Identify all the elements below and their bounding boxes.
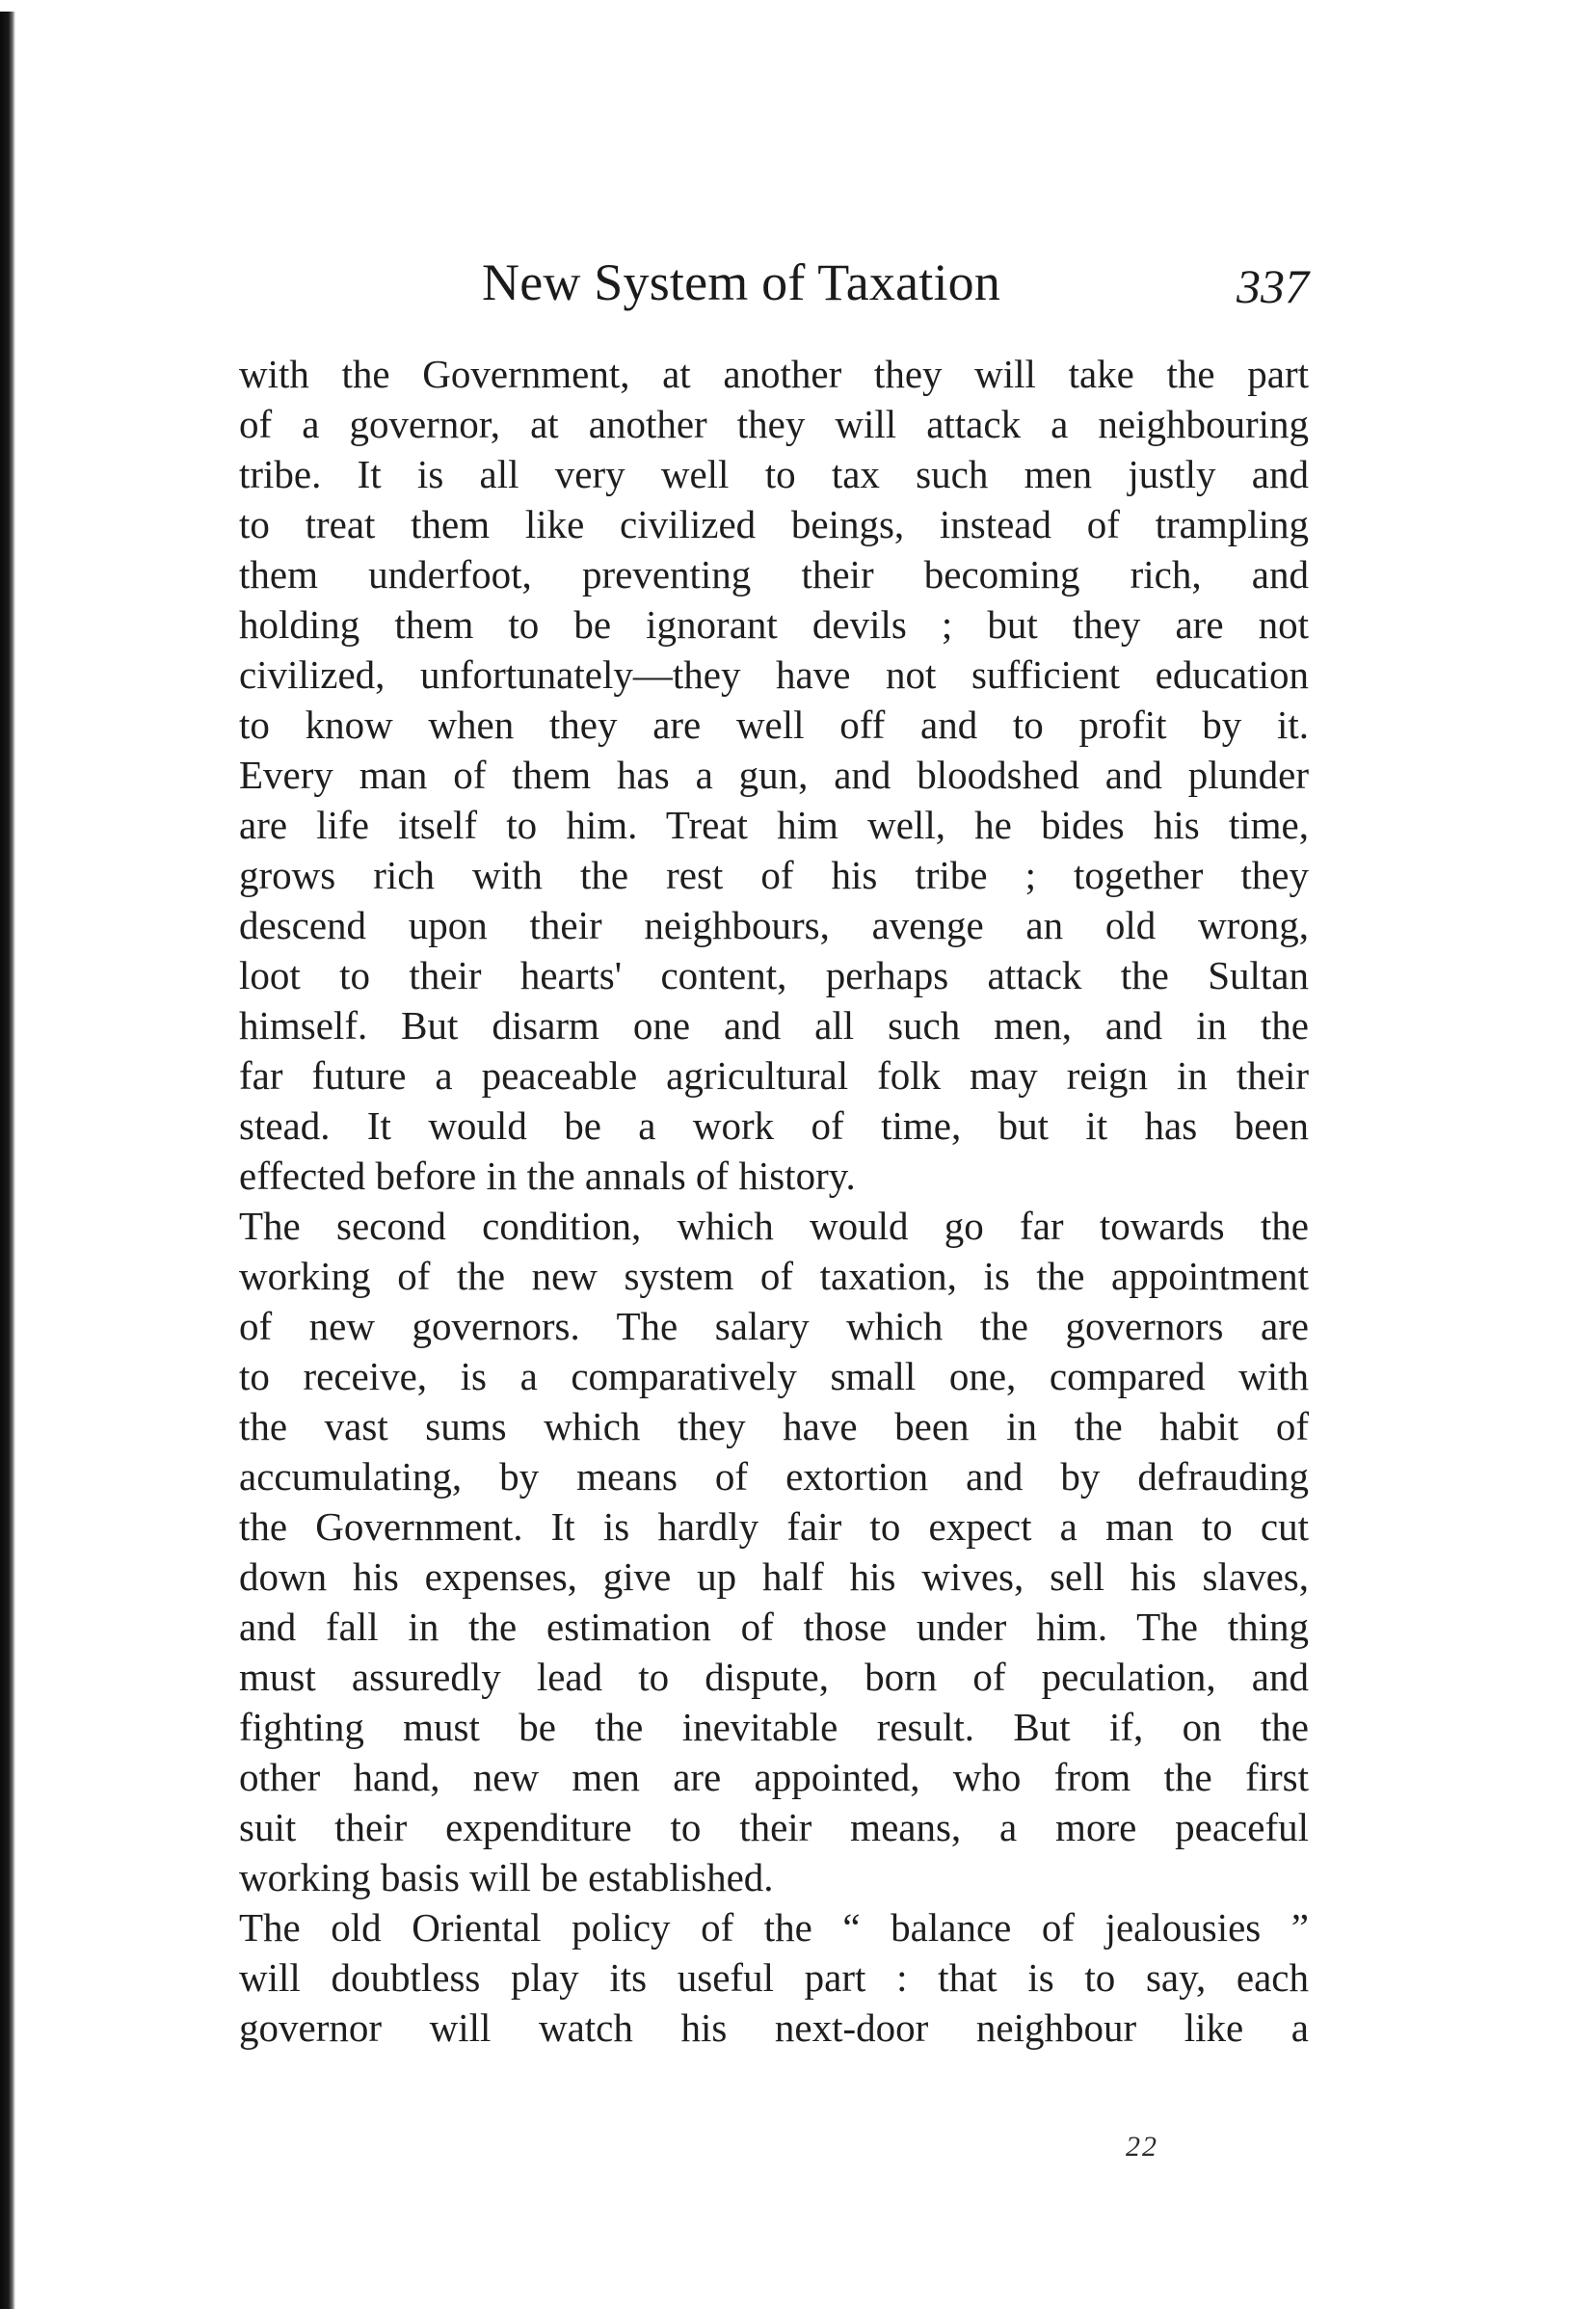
text-line: tribe. It is all very well to tax such men justly and [239, 452, 1309, 496]
body-text [239, 349, 1309, 2053]
text-line: will doubtless play its useful part : that is to say, each [239, 1955, 1309, 2000]
text-line: fighting must be the inevitable result. But if, on the [239, 1705, 1309, 1749]
text-line: working basis will be established. [239, 1855, 774, 1899]
running-title: New System of Taxation [482, 253, 1001, 311]
signature-mark: 22 [1126, 2131, 1158, 2163]
text-line: descend upon their neighbours, avenge an old wrong, [239, 903, 1309, 947]
text-line: of new governors. The salary which the governors are [239, 1304, 1309, 1348]
text-line: with the Government, at another they will take the part [239, 352, 1309, 396]
text-line: other hand, new men are appointed, who from the first [239, 1755, 1309, 1799]
text-line: effected before in the annals of history. [239, 1154, 856, 1198]
text-line: himself. But disarm one and all such men, and in the [239, 1003, 1309, 1048]
text-line: are life itself to him. Treat him well, he bides his time, [239, 803, 1309, 847]
book-spine-shadow [0, 12, 15, 2309]
text-line: Every man of them has a gun, and bloodshed and plunder [239, 753, 1309, 797]
text-line: down his expenses, give up half his wives, sell his slaves, [239, 1554, 1309, 1599]
text-line: accumulating, by means of extortion and by defrauding [239, 1454, 1309, 1499]
text-line: to receive, is a comparatively small one, compared with [239, 1354, 1309, 1398]
text-line: civilized, unfortunately—they have not sufficient education [239, 652, 1309, 697]
text-line: far future a peaceable agricultural folk may reign in their [239, 1053, 1309, 1098]
text-line: grows rich with the rest of his tribe ; together they [239, 853, 1309, 897]
text-line: suit their expenditure to their means, a more peaceful [239, 1805, 1309, 1849]
text-line: holding them to be ignorant devils ; but they are not [239, 602, 1309, 647]
text-line: and fall in the estimation of those under him. The thing [239, 1605, 1309, 1649]
text-line: must assuredly lead to dispute, born of peculation, and [239, 1655, 1309, 1699]
text-line: to know when they are well off and to profit by it. [239, 703, 1309, 747]
page-number: 337 [1237, 259, 1309, 313]
text-line: loot to their hearts' content, perhaps attack the Sultan [239, 953, 1309, 997]
text-line: working of the new system of taxation, is the appointment [239, 1254, 1309, 1298]
text-line: the vast sums which they have been in the habit of [239, 1404, 1309, 1448]
text-line: governor will watch his next-door neighbour like a [239, 2005, 1309, 2050]
text-line: the Government. It is hardly fair to expect a man to cut [239, 1504, 1309, 1549]
running-head [239, 249, 1309, 316]
paragraph-start-line: The old Oriental policy of the “ balance of jealousies ” [239, 1905, 1309, 1950]
text-line: of a governor, at another they will attack a neighbouring [239, 402, 1309, 446]
text-line: them underfoot, preventing their becoming rich, and [239, 552, 1309, 597]
text-line: to treat them like civilized beings, instead of trampling [239, 502, 1309, 546]
text-line: stead. It would be a work of time, but it has been [239, 1103, 1309, 1148]
paragraph-start-line: The second condition, which would go far towards the [239, 1204, 1309, 1248]
